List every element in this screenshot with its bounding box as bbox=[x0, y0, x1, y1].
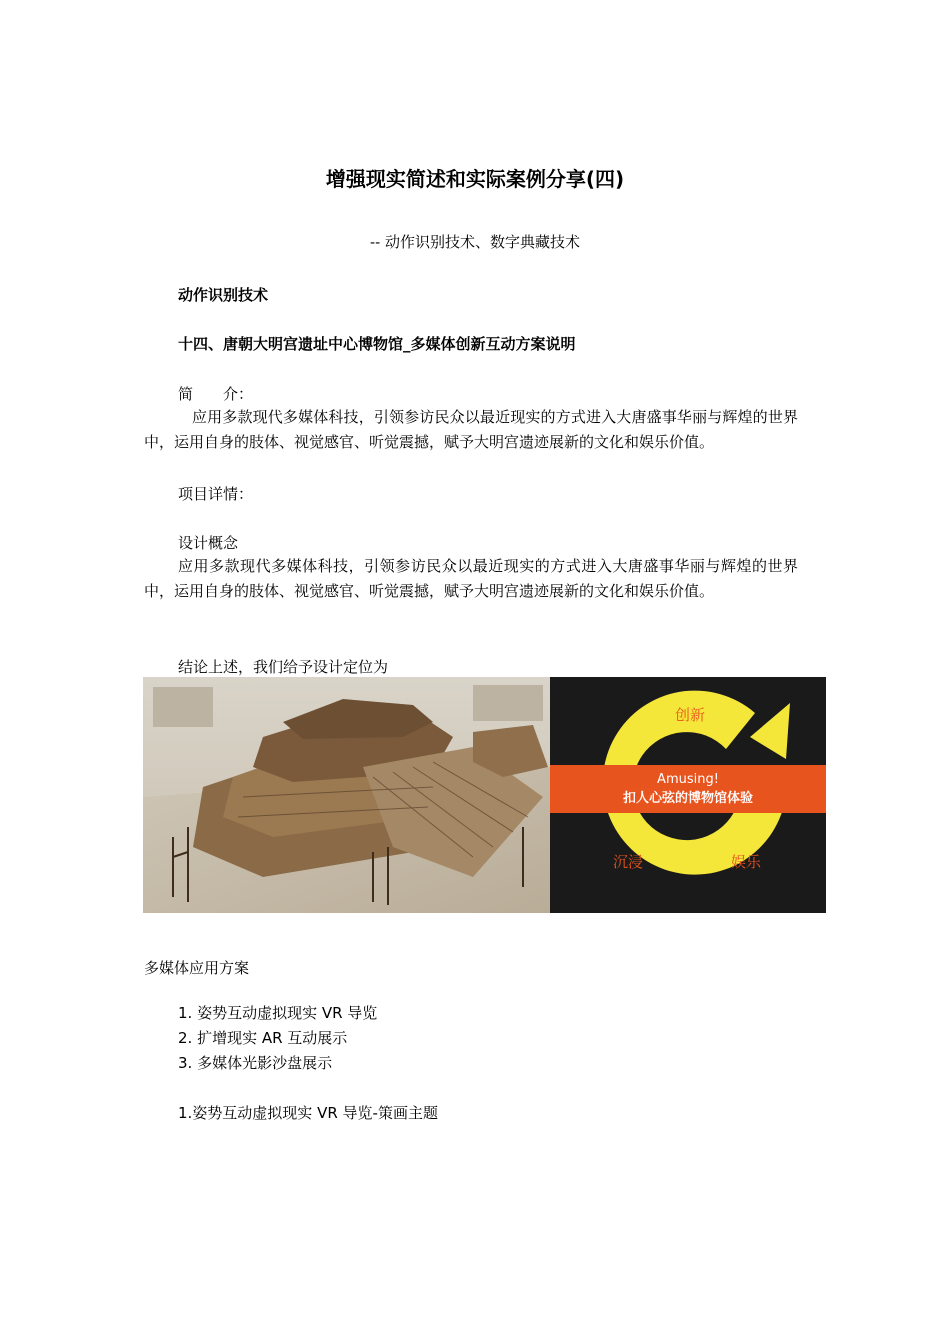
positioning-diagram bbox=[550, 677, 826, 913]
details-label: 项目详情： bbox=[178, 485, 254, 503]
intro-label: 简 介： bbox=[178, 385, 254, 403]
conclusion-text: 结论上述，我们给予设计定位为 bbox=[178, 658, 389, 676]
positioning-figure bbox=[143, 677, 826, 913]
label-immersion: 沉浸 bbox=[612, 853, 644, 871]
plan-item-2: 2. 扩增现实 AR 互动展示 bbox=[178, 1029, 348, 1047]
banner-line2: 扣人心弦的博物馆体验 bbox=[622, 791, 754, 806]
cycle-ring bbox=[550, 677, 826, 913]
label-innovation: 创新 bbox=[674, 706, 706, 724]
banner-line1: Amusing! bbox=[657, 772, 719, 787]
plan-item-1: 1. 姿势互动虚拟现实 VR 导览 bbox=[178, 1004, 378, 1022]
design-label: 设计概念 bbox=[178, 534, 239, 552]
label-entertainment: 娱乐 bbox=[730, 853, 762, 871]
plan-item-3: 3. 多媒体光影沙盘展示 bbox=[178, 1054, 333, 1072]
document-title: 增强现实简述和实际案例分享(四) bbox=[325, 167, 625, 191]
design-paragraph: 应用多款现代多媒体科技，引领参访民众以最近现实的方式进入大唐盛事华丽与辉煌的世界中，运用自身的肢体、视觉感官、听觉震撼，赋予大明宫遗迹展新的文化和娱乐价值。 bbox=[144, 557, 798, 600]
document-subtitle: -- 动作识别技术、数字典藏技术 bbox=[370, 233, 580, 251]
plan-first-subheading: 1.姿势互动虚拟现实 VR 导览-策画主题 bbox=[178, 1104, 438, 1122]
intro-paragraph: 应用多款现代多媒体科技，引领参访民众以最近现实的方式进入大唐盛事华丽与辉煌的世界中，运用自身的肢体、视觉感官、听觉震撼，赋予大明宫遗迹展新的文化和娱乐价值。 bbox=[144, 408, 798, 451]
section-heading: 动作识别技术 bbox=[178, 286, 269, 304]
palace-model-photo bbox=[143, 677, 550, 913]
project-heading: 十四、唐朝大明宫遗址中心博物馆_多媒体创新互动方案说明 bbox=[178, 335, 576, 353]
plan-heading: 多媒体应用方案 bbox=[144, 959, 250, 977]
